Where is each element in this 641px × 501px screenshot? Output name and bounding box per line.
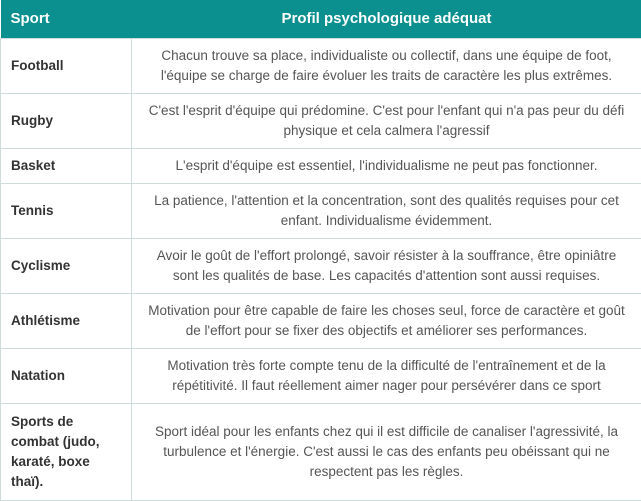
table-row: [1, 38, 641, 93]
profil-cell: Motivation très forte compte tenu de la difficulté de l'entraînement et de la répétitivité. Il faut réellement aimer nager pour persévérer dans ce sport: [132, 348, 641, 403]
table-row: [1, 93, 641, 148]
table-header: [1, 0, 641, 38]
sport-cell: Natation: [1, 348, 132, 403]
profil-cell: Motivation pour être capable de faire les choses seul, force de caractère et goût de l'effort pour se fixer des objectifs et améliorer ses performances.: [132, 293, 641, 348]
sport-cell: Athlétisme: [1, 293, 132, 348]
table-row: [1, 148, 641, 183]
sport-cell: Cyclisme: [1, 238, 132, 293]
table-row: [1, 348, 641, 403]
profil-cell: Sport idéal pour les enfants chez qui il est difficile de canaliser l'agressivité, la turbulence et l'énergie. C'est aussi le cas des enfants peu obéissant qui ne respectent pas les règles.: [132, 403, 641, 500]
table-row: [1, 293, 641, 348]
sport-cell: Sports de combat (judo, karaté, boxe thaï).: [1, 403, 132, 500]
header-row: [1, 0, 641, 38]
sport-cell: Basket: [1, 148, 132, 183]
profil-cell: La patience, l'attention et la concentration, sont des qualités requises pour cet enfant. Individualisme évidemment.: [132, 183, 641, 238]
profil-cell: Avoir le goût de l'effort prolongé, savoir résister à la souffrance, être opiniâtre sont les qualités de base. Les capacités d'attention sont aussi requises.: [132, 238, 641, 293]
profil-cell: C'est l'esprit d'équipe qui prédomine. C'est pour l'enfant qui n'a pas peur du défi physique et cela calmera l'agressif: [132, 93, 641, 148]
sport-cell: Football: [1, 38, 132, 93]
sport-cell: Rugby: [1, 93, 132, 148]
column-header-sport: Sport: [1, 0, 132, 38]
table-body: [1, 38, 641, 500]
table-row: [1, 238, 641, 293]
profil-cell: Chacun trouve sa place, individualiste ou collectif, dans une équipe de foot, l'équipe se charge de faire évoluer les traits de caractère les plus extrêmes.: [132, 38, 641, 93]
table-row: [1, 183, 641, 238]
sport-cell: Tennis: [1, 183, 132, 238]
table-row: [1, 403, 641, 500]
column-header-profil: Profil psychologique adéquat: [132, 0, 641, 38]
profil-cell: L'esprit d'équipe est essentiel, l'individualisme ne peut pas fonctionner.: [132, 148, 641, 183]
